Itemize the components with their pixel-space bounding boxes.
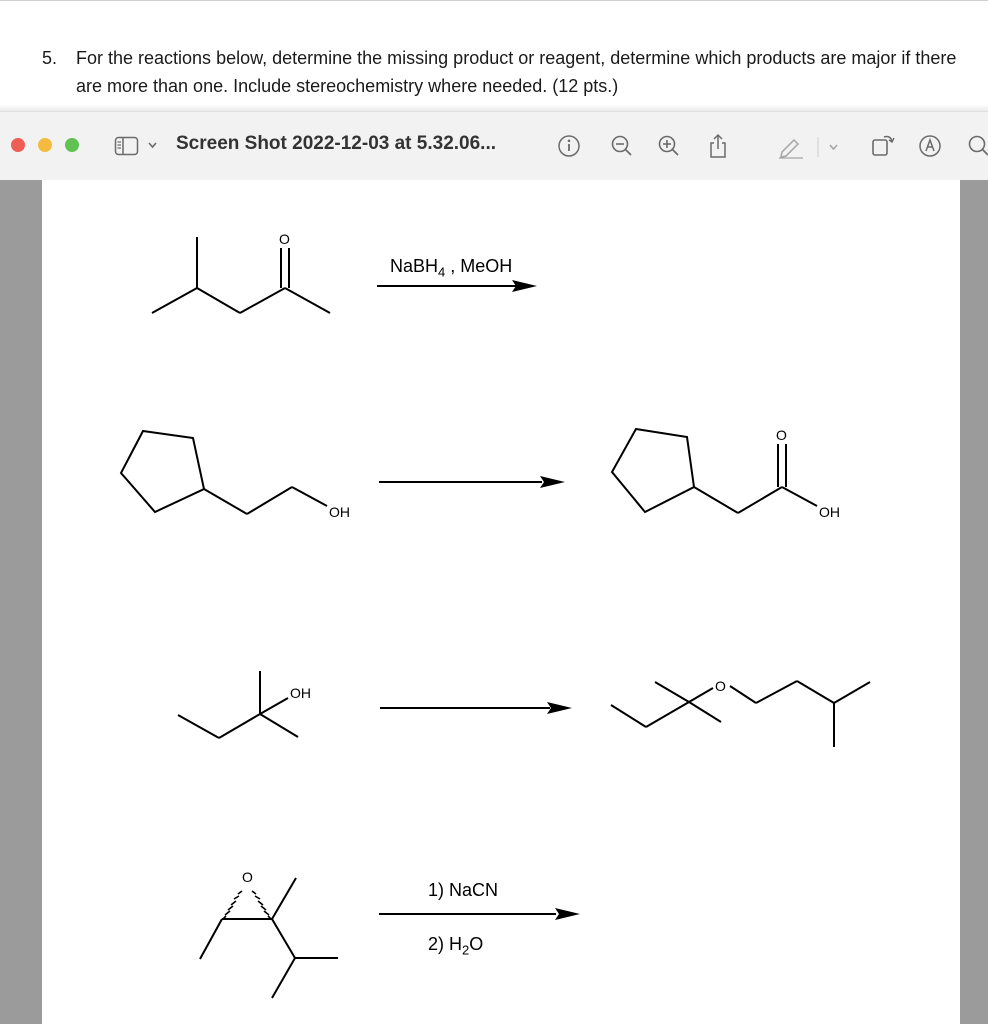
zoom-window-button[interactable] <box>65 138 79 152</box>
top-rule <box>0 0 988 1</box>
document-page <box>42 180 960 1024</box>
question-text: For the reactions below, determine the missing product or reagent, determine which products are major if there are more than one. Include stereochemistry where needed. (12 pts.) <box>76 48 957 96</box>
reaction-2-product-hydroxyl: OH <box>819 504 840 520</box>
document-viewer[interactable] <box>0 180 988 1024</box>
reaction-2-carbonyl-oxygen: O <box>776 427 787 443</box>
preview-toolbar <box>0 111 988 181</box>
share-icon[interactable] <box>706 132 730 160</box>
reaction-1 <box>42 180 960 1024</box>
reaction-3-hydroxyl: OH <box>290 685 311 701</box>
annotate-icon[interactable] <box>918 134 942 158</box>
reaction-4-reagent-step-2: 2) $H_2O$ <box>428 934 484 958</box>
reaction-1-reactant <box>152 237 330 313</box>
reaction-4-epoxide-oxygen: O <box>242 869 253 885</box>
reaction-1-reagent: NaBH$_4$ , MeOH <box>390 256 513 280</box>
search-icon[interactable] <box>966 134 988 158</box>
close-window-button[interactable] <box>11 138 25 152</box>
zoom-out-icon[interactable] <box>610 134 634 158</box>
zoom-in-icon[interactable] <box>657 134 681 158</box>
reaction-3-ether-oxygen: O <box>715 678 726 694</box>
info-icon[interactable] <box>557 134 581 158</box>
reaction-1-carbonyl-oxygen: O <box>279 231 290 247</box>
minimize-window-button[interactable] <box>38 138 52 152</box>
markup-pen-icon[interactable] <box>777 133 847 159</box>
window-title: Screen Shot 2022-12-03 at 5.32.06... <box>176 133 497 154</box>
question-number: 5. <box>42 48 58 68</box>
sidebar-icon[interactable] <box>114 134 160 158</box>
reaction-4-reagent-step-1: 1) NaCN <box>428 880 499 900</box>
reaction-1-arrow <box>377 280 537 292</box>
reaction-2-hydroxyl: OH <box>329 504 350 520</box>
rotate-icon[interactable] <box>870 132 896 158</box>
